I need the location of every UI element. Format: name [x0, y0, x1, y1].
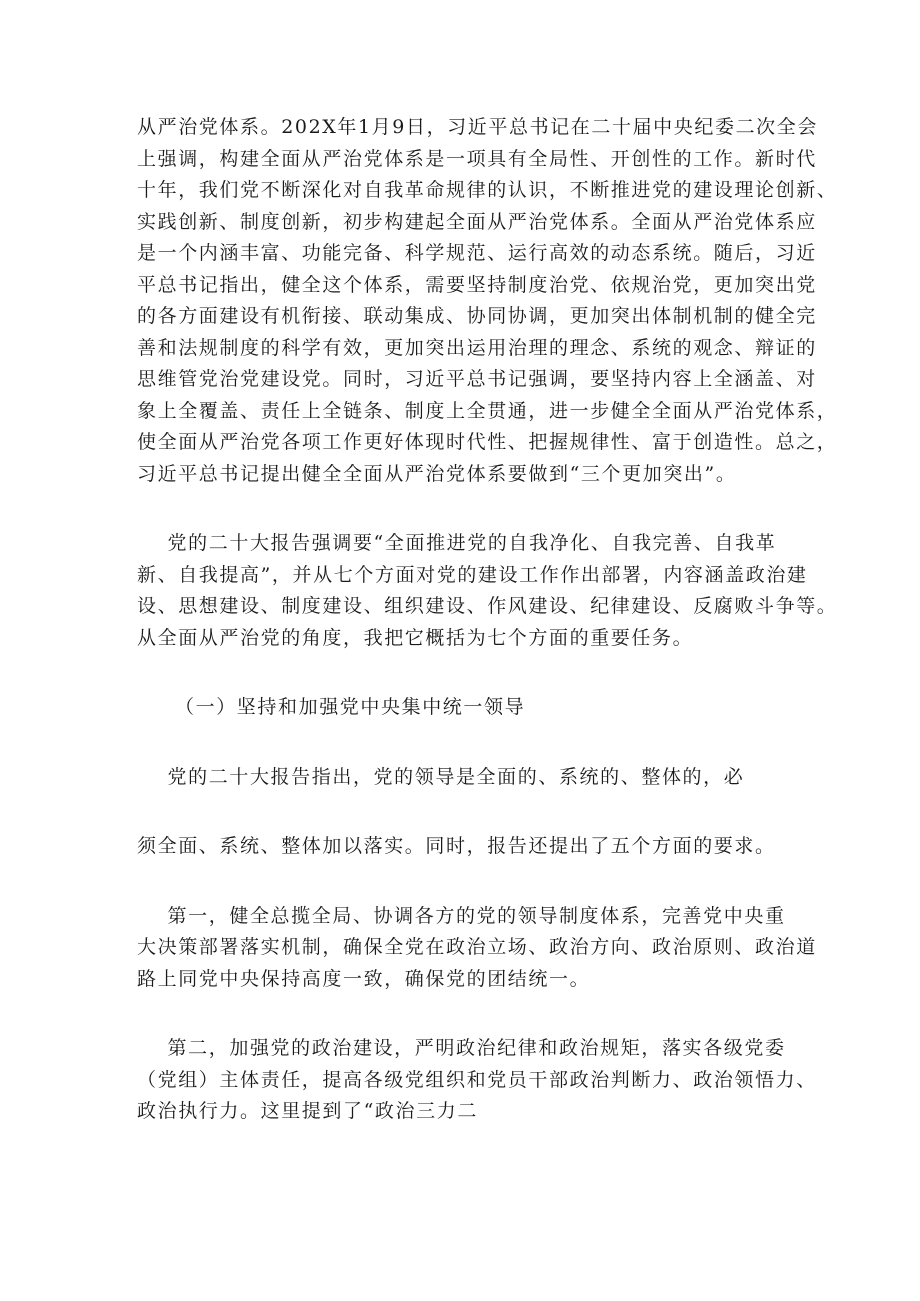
text-line: 平总书记指出，健全这个体系，需要坚持制度治党、依规治党，更加突出党: [137, 273, 817, 296]
paragraph-intro: [137, 112, 838, 490]
text-line: 实践创新、制度创新，初步构建起全面从严治党体系。全面从严治党体系应: [137, 210, 817, 233]
text-line: 党的二十大报告指出，党的领导是全面的、系统的、整体的，必: [137, 765, 745, 788]
text-line: 善和法规制度的科学有效，更加突出运用治理的理念、系统的观念、辩证的: [137, 336, 817, 359]
document-page: [137, 112, 838, 1128]
paragraph-report-summary: [137, 528, 838, 654]
text-line: 十年，我们党不断深化对自我革命规律的认识，不断推进党的建设理论创新、: [137, 179, 838, 201]
text-line: 的各方面建设有机衔接、联动集成、协同协调，更加突出体制机制的健全完: [137, 305, 817, 327]
text-line: 从严治党体系。202X年1月9日，习近平总书记在二十届中央纪委二次全会: [137, 116, 818, 138]
paragraph-leadership: [137, 762, 787, 794]
text-line: （党组）主体责任，提高各级党组织和党员干部政治判断力、政治领悟力、: [137, 1068, 817, 1091]
text-line: 大决策部署落实机制，确保全党在政治立场、政治方向、政治原则、政治道: [137, 936, 817, 958]
paragraph-first-point: [137, 901, 817, 996]
text-line: 上强调，构建全面从严治党体系是一项具有全局性、开创性的工作。新时代: [137, 147, 817, 170]
text-line: 须全面、系统、整体加以落实。同时，报告还提出了五个方面的要求。: [137, 835, 776, 857]
paragraph-second-point: [137, 1033, 817, 1128]
text-line: 第二，加强党的政治建设，严明政治纪律和政治规矩，落实各级党委: [137, 1037, 786, 1059]
text-line: 党的二十大报告强调要“全面推进党的自我净化、自我完善、自我革: [137, 532, 777, 554]
text-line: 是一个内涵丰富、功能完备、科学规范、运行高效的动态系统。随后，习近: [137, 242, 817, 264]
text-line: 习近平总书记提出健全全面从严治党体系要做到“三个更加突出”。: [137, 462, 737, 485]
text-line: 路上同党中央保持高度一致，确保党的团结统一。: [137, 967, 591, 990]
text-line: 政治执行力。这里提到了“政治三力二: [137, 1100, 478, 1122]
heading-text: （一）坚持和加强党中央集中统一领导: [175, 696, 526, 718]
text-line: 象上全覆盖、责任上全链条、制度上全贯通，进一步健全全面从严治党体系，: [137, 399, 838, 422]
paragraph-leadership-cont: [137, 831, 787, 863]
text-line: 使全面从严治党各项工作更好体现时代性、把握规律性、富于创造性。总之，: [137, 431, 838, 453]
text-line: 设、思想建设、制度建设、组织建设、作风建设、纪律建设、反腐败斗争等。: [137, 595, 838, 617]
section-heading: [137, 692, 787, 724]
text-line: 新、自我提高”，并从七个方面对党的建设工作作出部署，内容涵盖政治建: [137, 563, 808, 586]
text-line: 从全面从严治党的角度，我把它概括为七个方面的重要任务。: [137, 626, 694, 649]
text-line: 第一，健全总揽全局、协调各方的党的领导制度体系，完善党中央重: [137, 904, 786, 927]
text-line: 思维管党治党建设党。同时，习近平总书记强调，要坚持内容上全涵盖、对: [137, 368, 817, 390]
